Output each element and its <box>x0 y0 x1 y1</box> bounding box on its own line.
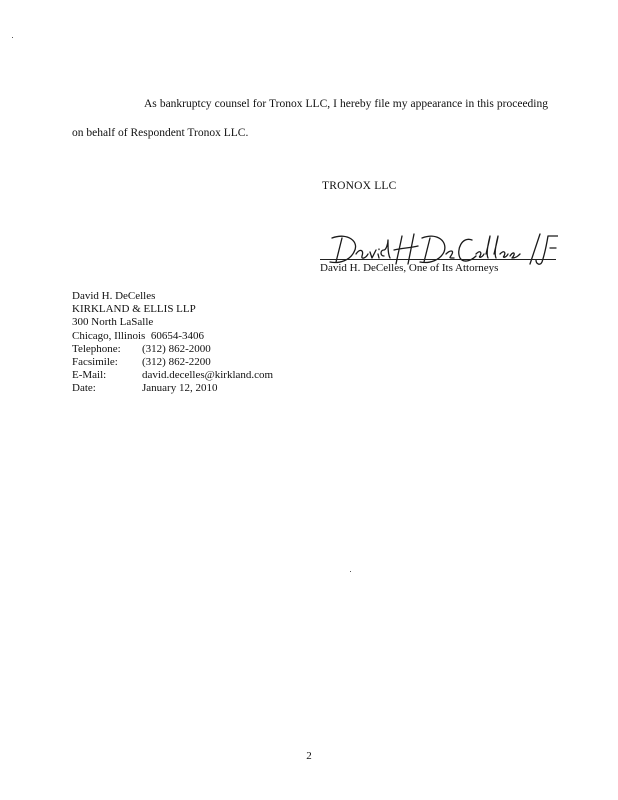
telephone-row <box>72 343 273 356</box>
contact-block <box>72 290 273 396</box>
facsimile-value: (312) 862-2200 <box>142 356 211 369</box>
appearance-paragraph: As bankruptcy counsel for Tronox LLC, I hereby file my appearance in this proceeding on behalf of Respondent Tronox LLC. <box>72 98 548 139</box>
facsimile-label: Facsimile: <box>72 356 118 369</box>
signer-caption: David H. DeCelles, One of Its Attorneys <box>320 262 499 274</box>
date-label: Date: <box>72 382 96 395</box>
date-value: January 12, 2010 <box>142 382 218 395</box>
signature-line <box>320 259 556 260</box>
page-number: 2 <box>306 750 312 762</box>
date-row <box>72 382 273 395</box>
facsimile-row <box>72 356 273 369</box>
email-label: E-Mail: <box>72 369 107 382</box>
email-value: david.decelles@kirkland.com <box>142 369 274 382</box>
scan-speck <box>12 37 13 38</box>
telephone-value: (312) 862-2000 <box>142 342 211 355</box>
contact-firm: KIRKLAND & ELLIS LLP <box>72 303 196 316</box>
telephone-label: Telephone: <box>72 342 121 355</box>
scan-speck <box>350 571 351 572</box>
signature-company: TRONOX LLC <box>322 180 397 192</box>
contact-address-line-2: Chicago, Illinois 60654-3406 <box>72 329 204 342</box>
email-row <box>72 369 273 382</box>
contact-address-line-1: 300 North LaSalle <box>72 316 154 329</box>
contact-name: David H. DeCelles <box>72 290 156 302</box>
